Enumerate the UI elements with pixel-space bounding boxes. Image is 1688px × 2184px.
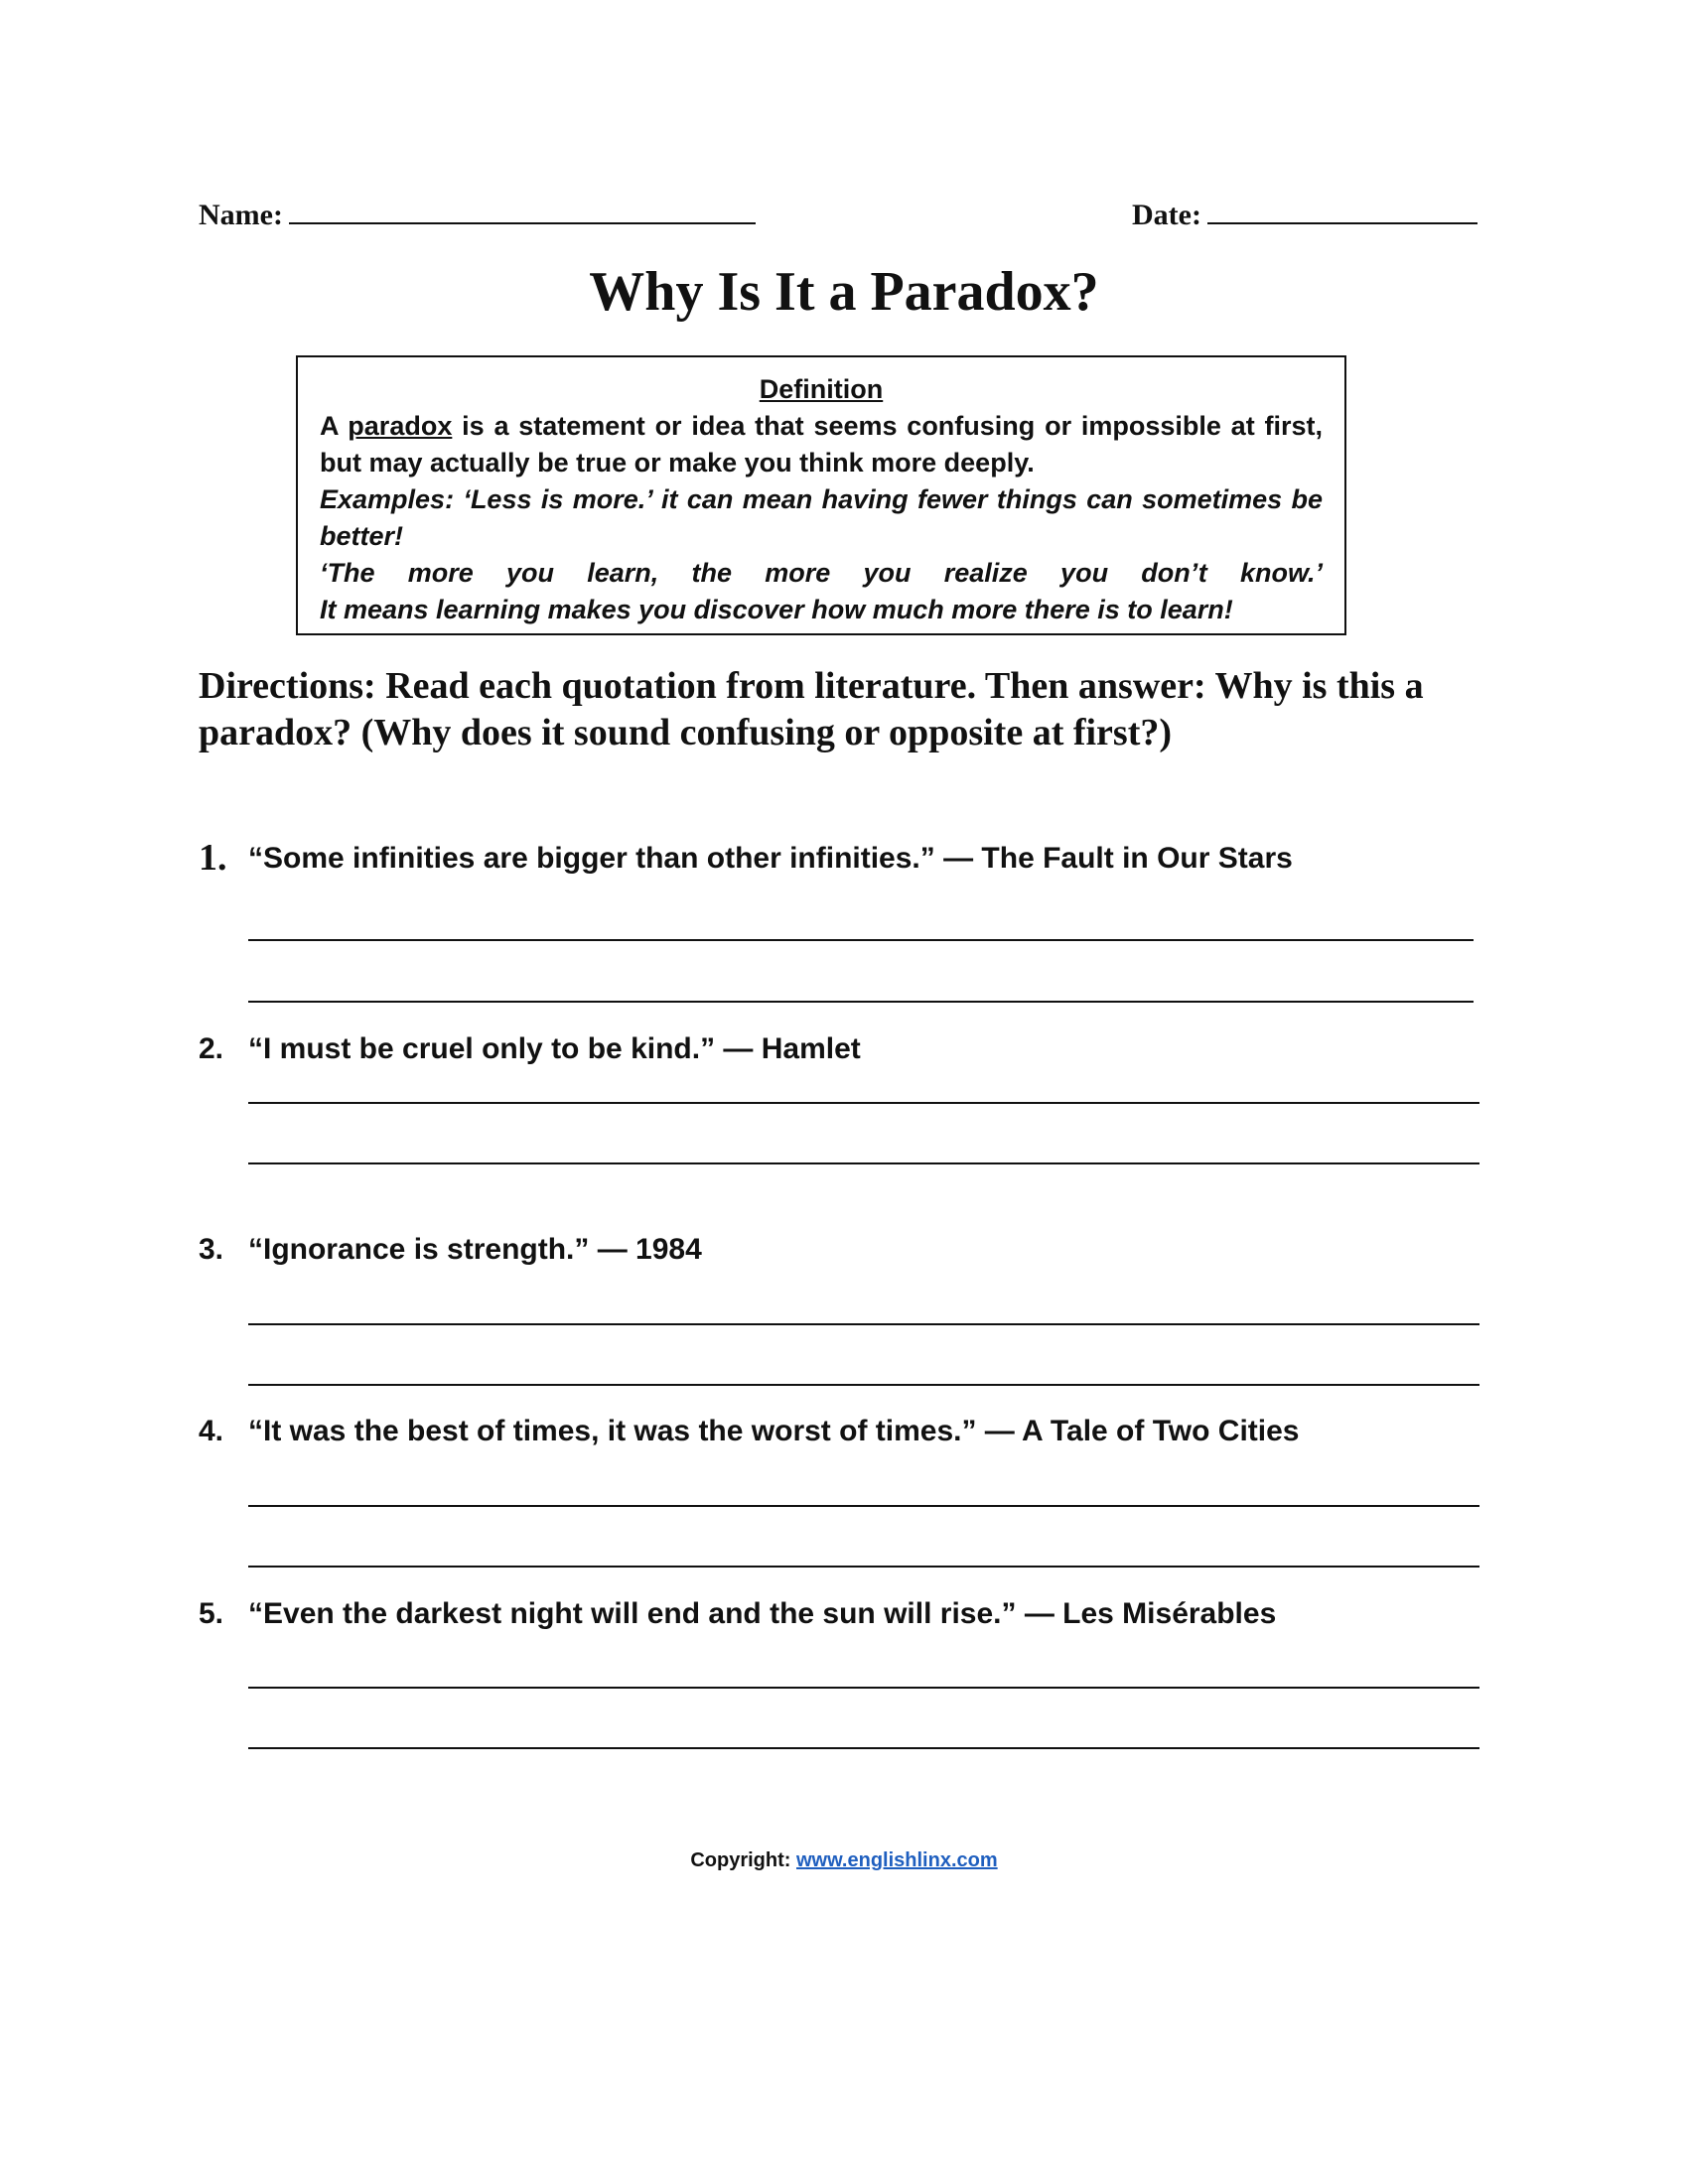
definition-body: is a statement or idea that seems confusing or impossible at first, but may actually be true or make you think more deeply. — [320, 411, 1323, 478]
answer-line[interactable] — [248, 1505, 1479, 1507]
examples-label: Examples: — [320, 484, 455, 514]
answer-line[interactable] — [248, 1566, 1479, 1568]
name-blank[interactable] — [289, 199, 756, 224]
name-label: Name: — [199, 199, 283, 231]
header-row — [199, 199, 1479, 238]
example-1 — [320, 481, 1323, 555]
question-number: 5. — [199, 1597, 224, 1630]
answer-line[interactable] — [248, 1162, 1479, 1164]
date-blank[interactable] — [1207, 199, 1477, 224]
answer-line[interactable] — [248, 1001, 1474, 1003]
copyright-link[interactable]: www.englishlinx.com — [796, 1849, 998, 1871]
answer-line[interactable] — [248, 1102, 1479, 1104]
definition-term: paradox — [348, 411, 453, 441]
definition-prefix: A — [320, 411, 339, 441]
directions: Directions: Read each quotation from literature. Then answer: Why is this a paradox? (Why does it sound confusing or opposite at first?) — [199, 665, 1424, 753]
answer-line[interactable] — [248, 1323, 1479, 1325]
question-number: 4. — [199, 1415, 224, 1447]
question-text: “I must be cruel only to be kind.” — Hamlet — [248, 1032, 861, 1065]
question-number: 1. — [199, 837, 227, 879]
answer-line[interactable] — [248, 1384, 1479, 1386]
question-text: “It was the best of times, it was the worst of times.” — A Tale of Two Cities — [248, 1415, 1300, 1447]
question-text: “Ignorance is strength.” — 1984 — [248, 1233, 702, 1266]
example-2: ‘The more you learn, the more you realize you don’t know.’ — [320, 558, 1323, 588]
example-1-text: ‘Less is more.’ it can mean having fewer things can sometimes be better! — [320, 484, 1323, 551]
answer-line[interactable] — [248, 939, 1474, 941]
question-number: 2. — [199, 1032, 224, 1065]
question-text: “Even the darkest night will end and the sun will rise.” — Les Misérables — [248, 1597, 1277, 1630]
question-number: 3. — [199, 1233, 224, 1266]
page-title: Why Is It a Paradox? — [589, 261, 1099, 323]
date-label: Date: — [1132, 199, 1201, 231]
definition-box — [296, 355, 1346, 635]
copyright — [0, 1849, 1688, 1872]
date-field[interactable] — [1132, 199, 1477, 232]
answer-line[interactable] — [248, 1747, 1479, 1749]
definition-heading: Definition — [759, 374, 884, 404]
answer-line[interactable] — [248, 1687, 1479, 1689]
definition-text — [320, 408, 1323, 481]
example-2-explanation: It means learning makes you discover how much more there is to learn! — [320, 595, 1233, 624]
name-field[interactable] — [199, 199, 756, 232]
copyright-label: Copyright: — [690, 1849, 791, 1871]
question-text: “Some infinities are bigger than other infinities.” — The Fault in Our Stars — [248, 842, 1293, 875]
